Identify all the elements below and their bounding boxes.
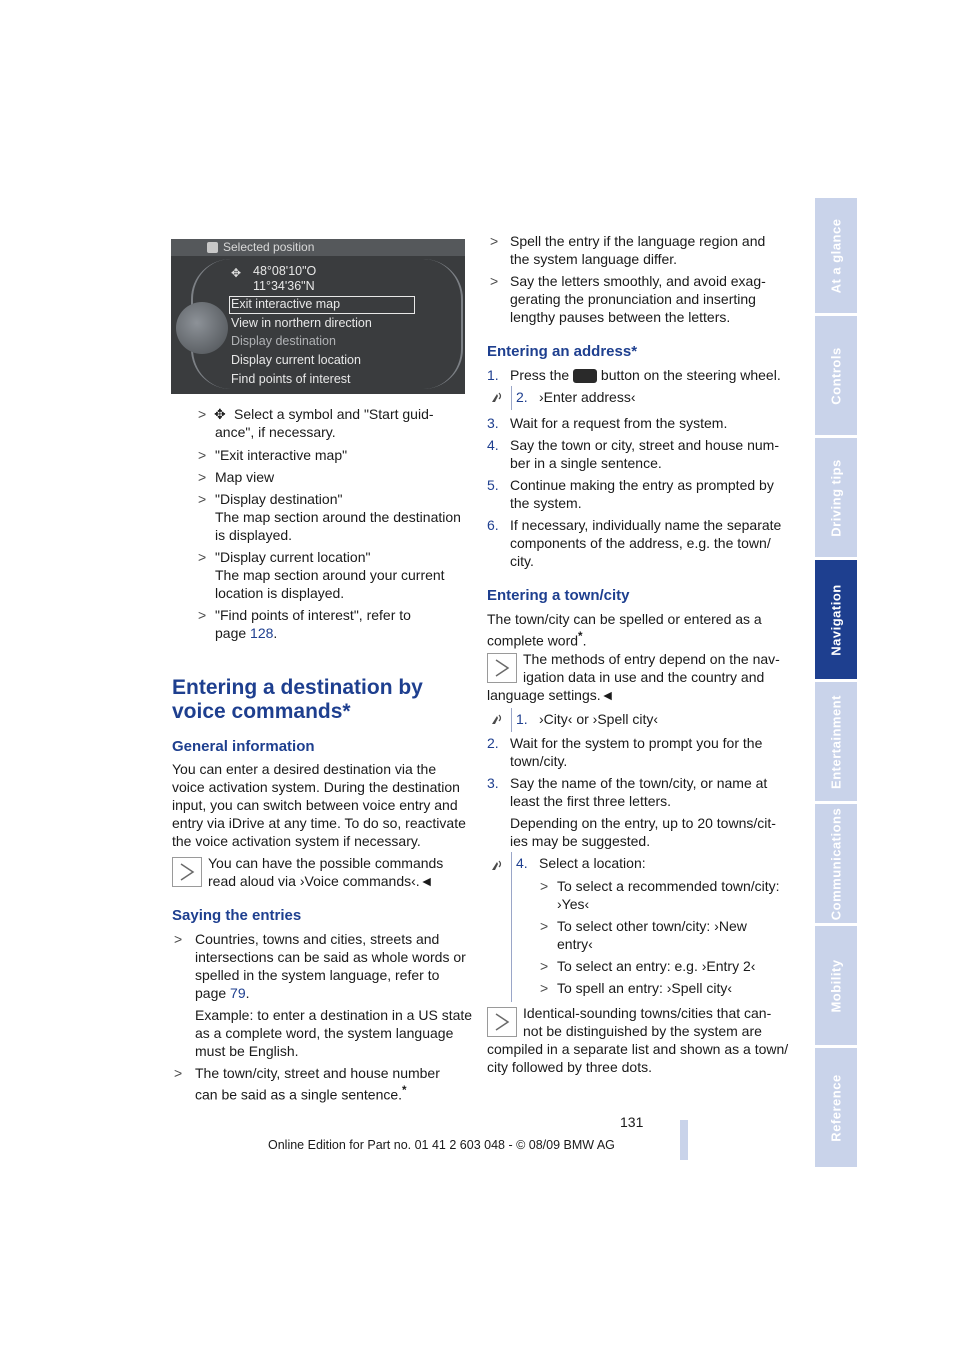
option-star: *: [578, 630, 583, 643]
right-bullet-1: Spell the entry if the language region and: [510, 233, 766, 249]
page-link-128[interactable]: 128: [250, 625, 274, 641]
footer-edition: Online Edition for Part no. 01 41 2 603 048 - © 08/09 BMW AG: [268, 1138, 615, 1152]
town-step-2-line2: town/city.: [510, 753, 568, 769]
bullet: >: [540, 980, 549, 996]
bullet: >: [540, 958, 549, 974]
voice-button-icon: [573, 369, 597, 383]
left-bullet-4: "Display destination": [215, 491, 343, 507]
step-number: 4.: [487, 437, 499, 453]
note-identical-2: not be distinguished by the system are: [523, 1023, 762, 1039]
general-text-2: voice activation system. During the destination: [172, 779, 460, 795]
address-step-6-line3: city.: [510, 553, 534, 569]
menu-item-exit-interactive-map[interactable]: Exit interactive map: [231, 297, 341, 311]
bullet: >: [198, 447, 207, 463]
note-identical-3: compiled in a separate list and shown as a town/: [487, 1041, 789, 1057]
right-bullet-2: Say the letters smoothly, and avoid exag-: [510, 273, 766, 289]
voice-block-line: [511, 708, 512, 732]
address-step-3: Wait for a request from the system.: [510, 415, 728, 431]
left-bullet-5-line3: location is displayed.: [215, 585, 345, 601]
select-option-4: To spell an entry: ›Spell city‹: [557, 980, 733, 996]
saying-bullet-2-line2: can be said as a single sentence.*: [195, 1084, 407, 1103]
bullet: >: [490, 273, 499, 289]
note-icon: [487, 653, 517, 683]
left-bullet-5-line2: The map section around your current: [215, 567, 445, 583]
left-bullet-1-cont: ance", if necessary.: [215, 424, 336, 440]
town-step-2: Wait for the system to prompt you for the: [510, 735, 763, 751]
tab-reference[interactable]: Reference: [815, 1048, 857, 1170]
saying-bullet-1-line3: spelled in the system language, refer to: [195, 967, 440, 983]
saying-example-3: must be English.: [195, 1043, 299, 1059]
heading-general-information: General information: [172, 738, 315, 755]
address-step-6: If necessary, individually name the separate: [510, 517, 782, 533]
note-icon: [172, 857, 202, 887]
note-identical-1: Identical-sounding towns/cities that can-: [523, 1005, 772, 1021]
note-entry-methods-2: igation data in use and the country and: [523, 669, 765, 685]
page-link-79[interactable]: 79: [230, 985, 246, 1001]
bullet: >: [540, 878, 549, 894]
right-bullet-1-line2: the system language differ.: [510, 251, 678, 267]
voice-command-icon: [489, 390, 505, 406]
bullet: >: [198, 491, 207, 507]
step-number: 5.: [487, 477, 499, 493]
voice-command-icon: [489, 858, 505, 874]
town-step-4: Select a location:: [539, 855, 646, 871]
menu-item-display-destination[interactable]: Display destination: [231, 334, 336, 348]
menu-item-view-northern[interactable]: View in northern direction: [231, 316, 372, 330]
voice-block-line: [511, 386, 512, 410]
side-tab-strip: [815, 198, 857, 1170]
heading-saying-entries: Saying the entries: [172, 907, 302, 924]
address-step-1: Press the button on the steering wheel.: [510, 367, 781, 383]
heading-voice-destination-line2: voice commands*: [172, 700, 351, 723]
saying-bullet-1-line2: intersections can be said as whole words or: [195, 949, 466, 965]
select-option-3: To select an entry: e.g. ›Entry 2‹: [557, 958, 756, 974]
saying-example-2: as a complete word, the system language: [195, 1025, 454, 1041]
menu-icon: [207, 242, 218, 253]
tab-at-a-glance[interactable]: At a glance: [815, 198, 857, 316]
general-text-5: the voice activation system if necessary.: [172, 833, 421, 849]
step-number: 1.: [487, 367, 499, 383]
page-number: 131: [620, 1114, 644, 1130]
bullet: >: [174, 1065, 183, 1081]
tab-communications[interactable]: Communications: [815, 804, 857, 926]
tab-navigation[interactable]: Navigation: [815, 560, 857, 682]
left-bullet-3: Map view: [215, 469, 275, 485]
right-bullet-2-line3: lengthy pauses between the letters.: [510, 309, 731, 325]
town-step-1: ›City‹ or ›Spell city‹: [539, 711, 659, 727]
town-step-3-line3: Depending on the entry, up to 20 towns/cit-: [510, 815, 776, 831]
menu-item-display-current-location[interactable]: Display current location: [231, 353, 361, 367]
menu-item-find-points-of-interest[interactable]: Find points of interest: [231, 372, 351, 386]
select-option-2-line2: entry‹: [557, 936, 593, 952]
town-step-3-line4: ies may be suggested.: [510, 833, 651, 849]
address-step-5: Continue making the entry as prompted by: [510, 477, 774, 493]
address-step-4: Say the town or city, street and house num-: [510, 437, 779, 453]
address-step-4-line2: ber in a single sentence.: [510, 455, 662, 471]
left-bullet-5: "Display current location": [215, 549, 371, 565]
saying-bullet-1: Countries, towns and cities, streets and: [195, 931, 440, 947]
step-number: 3.: [487, 415, 499, 431]
coordinate-latitude: 11°34'36"N: [253, 279, 315, 293]
general-text-3: input, you can switch between voice entry and: [172, 797, 458, 813]
voice-command-icon: [489, 712, 505, 728]
address-step-6-line2: components of the address, e.g. the town/: [510, 535, 771, 551]
voice-block-line: [511, 852, 512, 1002]
step-number: 3.: [487, 775, 499, 791]
left-bullet-6-line2: page 128.: [215, 625, 278, 641]
heading-entering-town: Entering a town/city: [487, 587, 630, 604]
note-voice-commands-2: read aloud via ›Voice commands‹.◄: [208, 873, 434, 889]
screen-frame-right: [421, 259, 463, 389]
note-entry-methods-3: language settings.◄: [487, 687, 615, 703]
left-bullet-4-line2: The map section around the destination: [215, 509, 461, 525]
select-option-1-line2: ›Yes‹: [557, 896, 590, 912]
note-icon: [487, 1007, 517, 1037]
bullet: >: [490, 233, 499, 249]
saying-example-1: Example: to enter a destination in a US state: [195, 1007, 473, 1023]
general-text-4: entry via iDrive at any time. To do so, reactivate: [172, 815, 466, 831]
town-step-3: Say the name of the town/city, or name at: [510, 775, 768, 791]
option-star: *: [402, 1084, 407, 1097]
bullet: >: [174, 931, 183, 947]
left-bullet-6: "Find points of interest", refer to: [215, 607, 411, 623]
idrive-screenshot: [171, 239, 465, 394]
symbol-icon: ✥: [214, 406, 226, 422]
note-voice-commands-1: You can have the possible commands: [208, 855, 444, 871]
step-number: 2.: [516, 389, 528, 405]
right-bullet-2-line2: gerating the pronunciation and inserting: [510, 291, 756, 307]
town-text-1: The town/city can be spelled or entered as a: [487, 611, 762, 627]
bullet: >: [198, 406, 207, 422]
note-identical-4: city followed by three dots.: [487, 1059, 652, 1075]
coordinate-longitude: 48°08'10"O: [253, 264, 317, 278]
address-step-5-line2: the system.: [510, 495, 582, 511]
town-text-2: complete word*.: [487, 630, 587, 649]
tab-controls[interactable]: Controls: [815, 316, 857, 438]
general-text-1: You can enter a desired destination via the: [172, 761, 437, 777]
select-option-2: To select other town/city: ›New: [557, 918, 747, 934]
town-step-3-line2: least the first three letters.: [510, 793, 672, 809]
note-entry-methods-1: The methods of entry depend on the nav-: [523, 651, 780, 667]
left-bullet-1: Select a symbol and "Start guid-: [234, 406, 434, 422]
bullet: >: [198, 607, 207, 623]
step-number: 6.: [487, 517, 499, 533]
saying-bullet-1-line4: page 79.: [195, 985, 250, 1001]
left-bullet-2: "Exit interactive map": [215, 447, 348, 463]
saying-bullet-2: The town/city, street and house number: [195, 1065, 440, 1081]
address-step-2: ›Enter address‹: [539, 389, 636, 405]
screen-title: Selected position: [223, 240, 315, 254]
step-number: 2.: [487, 735, 499, 751]
left-bullet-4-line3: is displayed.: [215, 527, 293, 543]
controller-knob-icon: [176, 302, 228, 354]
step-number: 1.: [516, 711, 528, 727]
footer-bar: [680, 1120, 688, 1160]
step-number: 4.: [516, 855, 528, 871]
select-option-1: To select a recommended town/city:: [557, 878, 780, 894]
tab-driving-tips[interactable]: Driving tips: [815, 438, 857, 560]
position-marker-icon: ✥: [231, 266, 242, 280]
tab-entertainment[interactable]: Entertainment: [815, 682, 857, 804]
bullet: >: [198, 549, 207, 565]
bullet: >: [540, 918, 549, 934]
bullet: >: [198, 469, 207, 485]
heading-entering-address: Entering an address*: [487, 343, 638, 360]
tab-mobility[interactable]: Mobility: [815, 926, 857, 1048]
heading-voice-destination: Entering a destination by: [172, 676, 423, 699]
